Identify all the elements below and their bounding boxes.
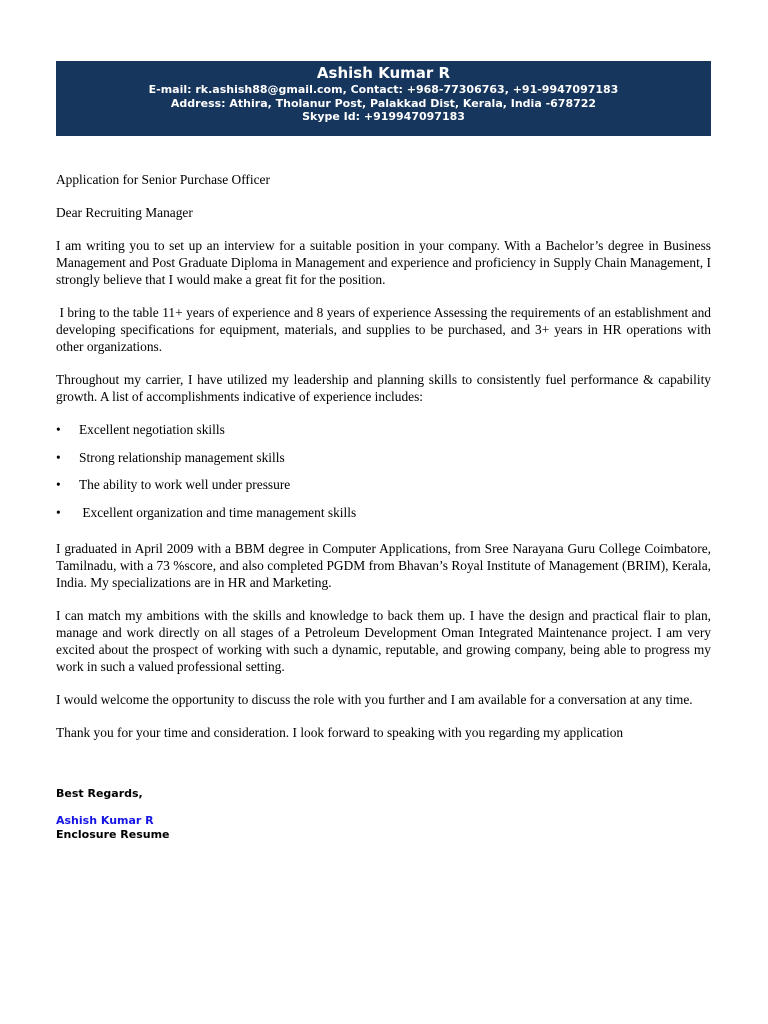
paragraph-ambitions: I can match my ambitions with the skills and knowledge to back them up. I have the design and practical flair to plan, manage and work directly on all stages of a Petroleum Development Oman Integrated Maintenance project. I am very excited about the prospect of working with such a dynamic, reputable, and growing company, being able to progress my work in such a valued professional setting. <box>56 607 711 674</box>
letterhead-banner <box>56 61 711 136</box>
bullet-icon: • <box>56 477 61 492</box>
address-line: Address: Athira, Tholanur Post, Palakkad Dist, Kerala, India -678722 <box>170 96 597 110</box>
bullet-icon: • <box>56 422 61 437</box>
list-item: • Excellent organization and time management skills <box>56 504 357 520</box>
signature-name: Ashish Kumar R <box>56 814 154 827</box>
list-item: • The ability to work well under pressure <box>56 477 291 492</box>
paragraph-education: I graduated in April 2009 with a BBM degree in Computer Applications, from Sree Narayana Guru College Coimbatore, Tamilnadu, with a 73 %score, and also completed PGDM from Bhavan’s Royal Institute of Management (BRIM), Kerala, India. My specializations are in HR and Marketing. <box>56 540 711 590</box>
letter-closing <box>56 787 170 842</box>
letter-body <box>56 171 715 757</box>
enclosure-note: Enclosure Resume <box>56 828 170 841</box>
bullet-icon: • <box>56 504 61 520</box>
list-item: • Excellent negotiation skills <box>56 422 225 437</box>
closing-regards: Best Regards, <box>56 787 143 800</box>
paragraph-experience: I bring to the table 11+ years of experience and 8 years of experience Assessing the requirements of an establishment and developing specifications for equipment, materials, and supplies to be purchased, and 3+ years in HR operations with other organizations. <box>56 305 715 354</box>
skype-line: Skype Id: +919947097183 <box>302 110 465 123</box>
skills-list <box>56 421 711 521</box>
paragraph-accomplishments: Throughout my carrier, I have utilized my leadership and planning skills to consistently fuel performance & capability growth. A list of accomplishments indicative of experience includes: <box>56 372 711 404</box>
bullet-icon: • <box>56 449 61 465</box>
subject-line: Application for Senior Purchase Officer <box>56 172 270 187</box>
contact-line: E-mail: rk.ashish88@gmail.com, Contact: +968-77306763, +91-9947097183 <box>148 83 619 96</box>
list-item: • Strong relationship management skills <box>56 449 285 465</box>
paragraph-opportunity: I would welcome the opportunity to discuss the role with you further and I am available for a conversation at any time. <box>56 691 693 707</box>
paragraph-intro: I am writing you to set up an interview for a suitable position in your company. With a Bachelor’s degree in Business Management and Post Graduate Diploma in Management and experience and proficiency in Supply Chain Management, I strongly believe that I would make a great fit for the position. <box>56 238 711 287</box>
applicant-name: Ashish Kumar R <box>316 64 451 82</box>
salutation: Dear Recruiting Manager <box>56 205 193 220</box>
paragraph-thanks: Thank you for your time and consideration. I look forward to speaking with you regarding my application <box>56 724 624 740</box>
